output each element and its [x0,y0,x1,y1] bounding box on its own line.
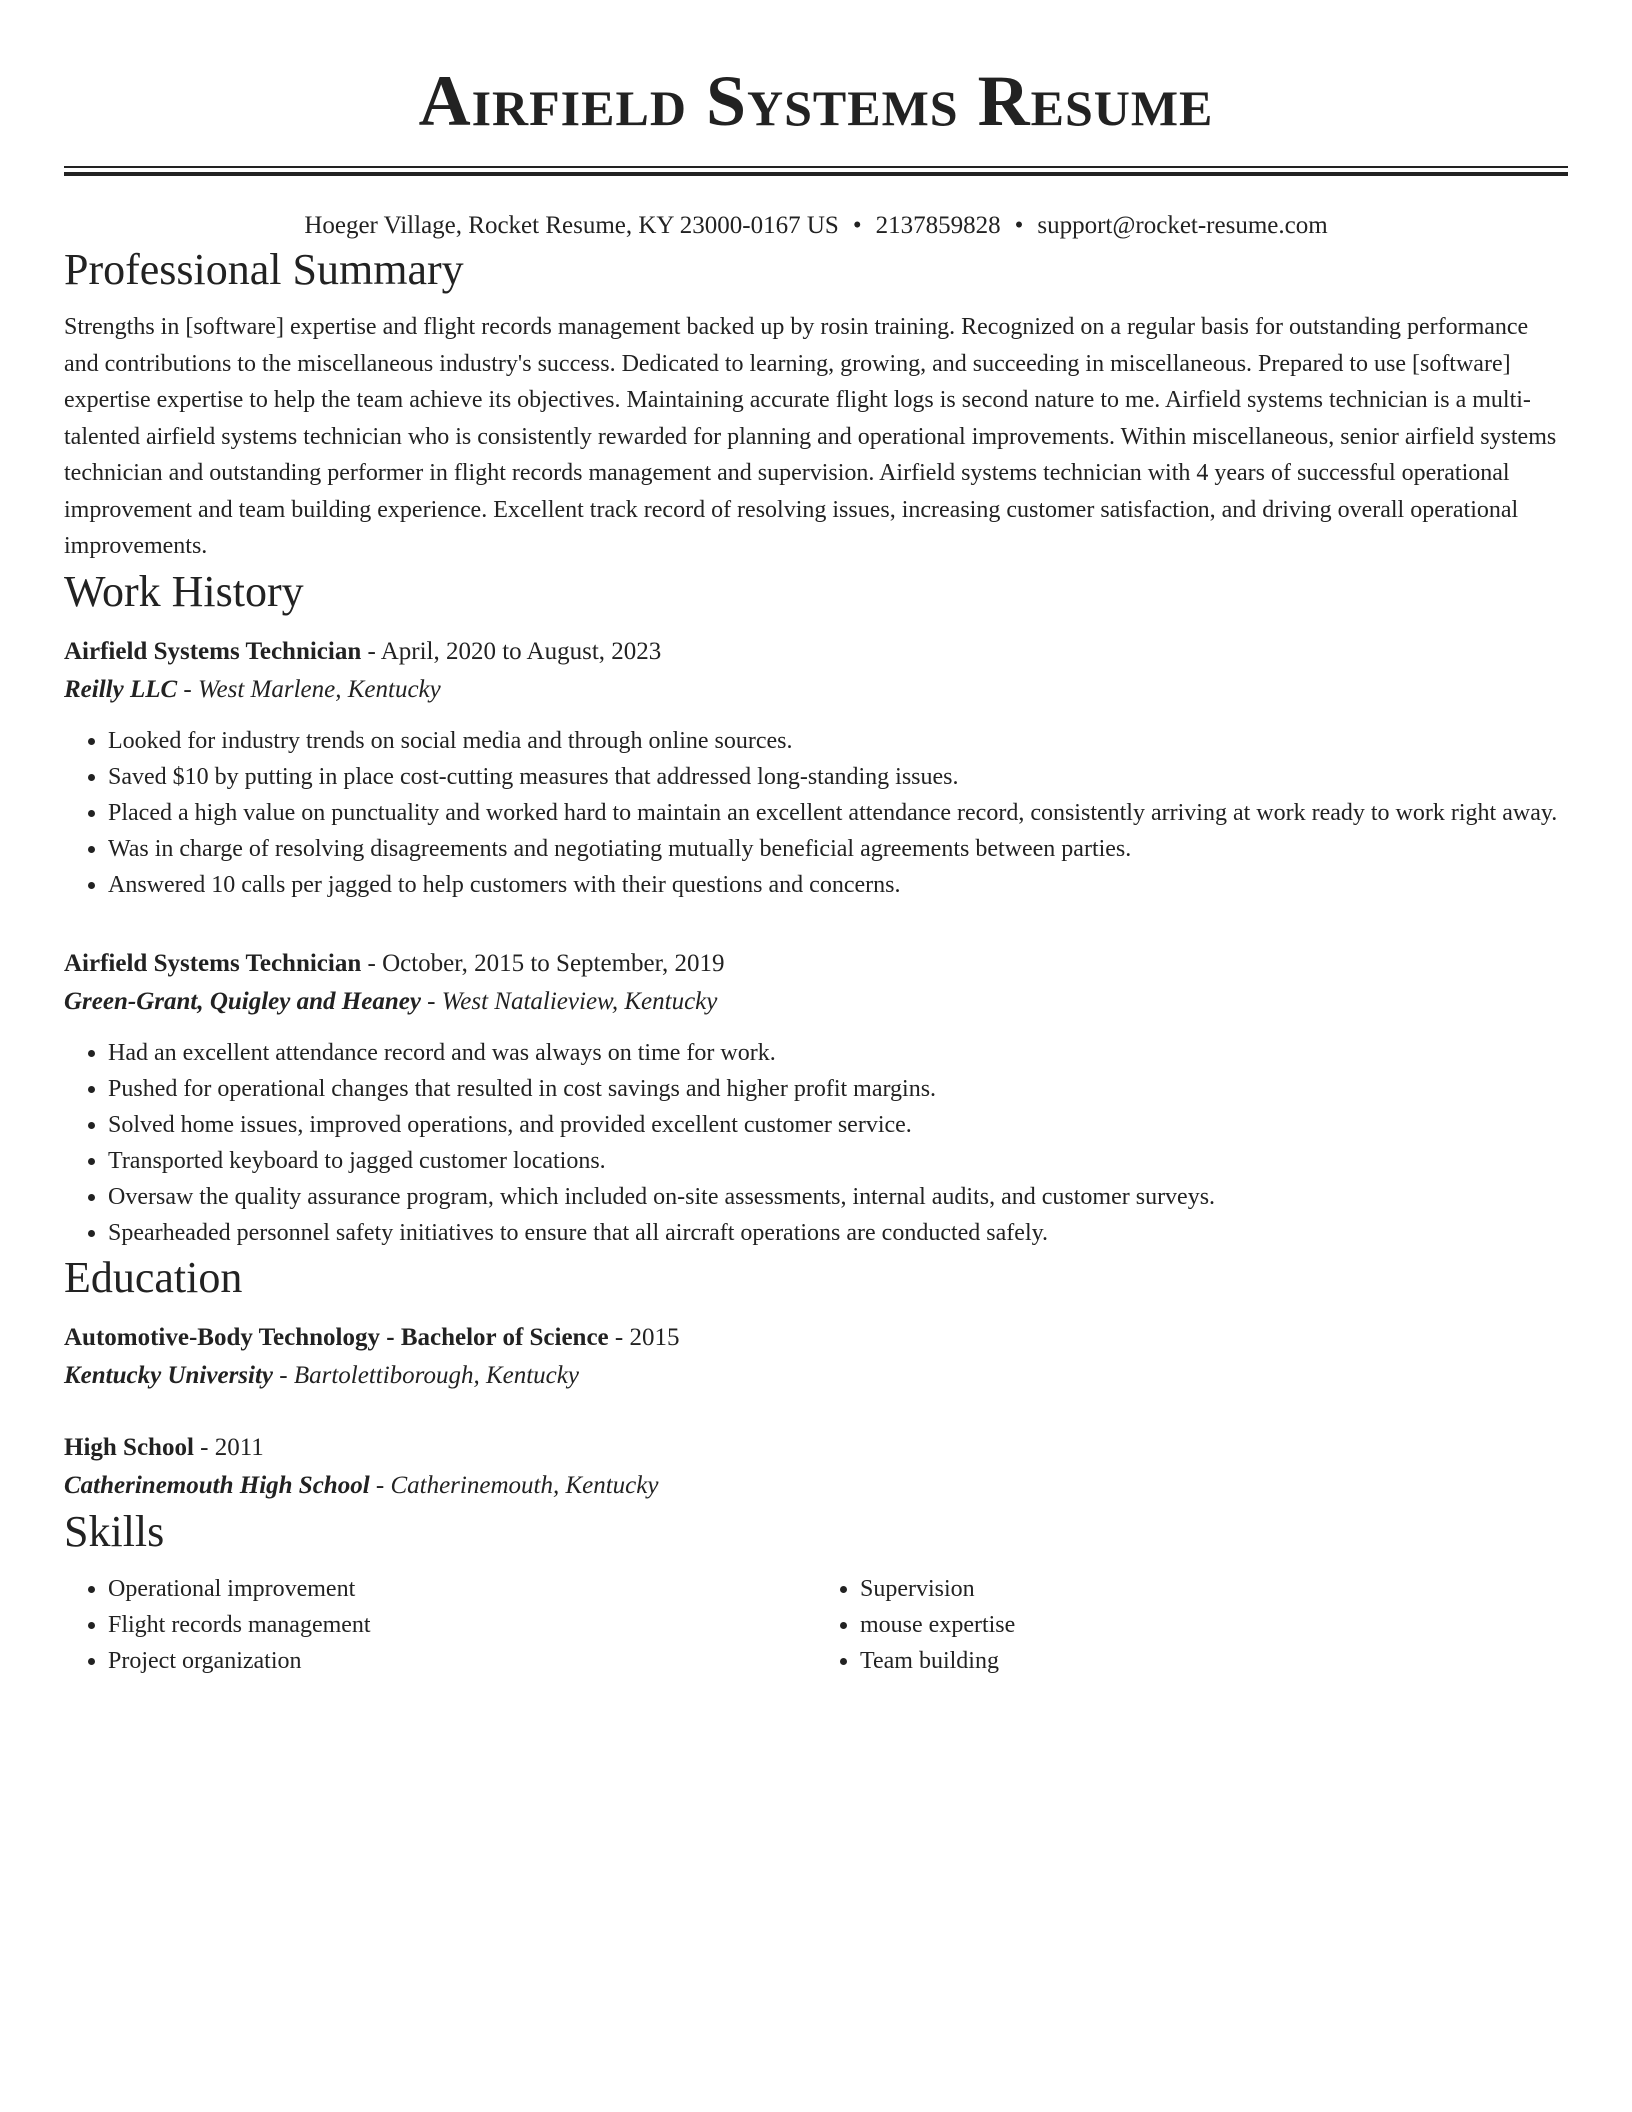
job-entry [64,633,1568,903]
job-location: - West Natalieview, Kentucky [420,987,718,1015]
education-school-line [64,1467,1568,1505]
education-header [64,1429,1568,1467]
job-dates: - October, 2015 to September, 2019 [361,949,725,977]
contact-separator: • [852,212,862,239]
job-bullet: • Answered 10 calls per jagged to help customers with their questions and concerns. [108,867,1568,903]
contact-line [64,209,1568,243]
skill-item: • Operational improvement [108,1571,816,1607]
skill-item: • Project organization [108,1643,816,1679]
job-title: Airfield Systems Technician [64,949,362,977]
education-degree: Automotive-Body Technology - Bachelor of Science [64,1323,609,1351]
education-degree: High School [64,1433,194,1461]
job-location: - West Marlene, Kentucky [177,675,441,703]
job-title: Airfield Systems Technician [64,637,362,665]
education-year: - 2015 [608,1323,680,1351]
job-header [64,945,1568,983]
education-heading: Education [64,1252,243,1302]
education-school: Kentucky University [64,1361,274,1389]
education-header [64,1319,1568,1357]
contact-email: support@rocket-resume.com [1037,212,1328,239]
education-location: - Catherinemouth, Kentucky [369,1471,659,1499]
job-company-line [64,671,1568,709]
job-company: Reilly LLC [64,675,178,703]
job-bullet: • Spearheaded personnel safety initiatives to ensure that all aircraft operations are conducted safely. [108,1215,1568,1251]
contact-address: Hoeger Village, Rocket Resume, KY 23000-0167 US [304,212,839,239]
skills-column-left [64,1571,816,1679]
skill-item: • Flight records management [108,1607,816,1643]
skill-item: • Supervision [860,1571,1568,1607]
skill-item: • Team building [860,1643,1568,1679]
job-bullets [64,1035,1568,1251]
education-school-line [64,1357,1568,1395]
education-location: - Bartolettiborough, Kentucky [273,1361,579,1389]
job-bullet: • Had an excellent attendance record and was always on time for work. [108,1035,1568,1071]
work-history-heading: Work History [64,566,304,616]
job-bullet: • Solved home issues, improved operations, and provided excellent customer service. [108,1107,1568,1143]
contact-phone: 2137859828 [875,212,1001,239]
job-bullet: • Was in charge of resolving disagreements and negotiating mutually beneficial agreements between parties. [108,831,1568,867]
education-entry [64,1319,1568,1395]
job-bullet: • Looked for industry trends on social media and through online sources. [108,723,1568,759]
skills-grid [64,1571,1568,1679]
title-divider [64,166,1568,176]
job-bullet: • Placed a high value on punctuality and worked hard to maintain an excellent attendance record, consistently arriving at work ready to work right away. [108,795,1568,831]
job-company-line [64,983,1568,1021]
job-bullets [64,723,1568,903]
skills-column-right [816,1571,1568,1679]
summary-text: Strengths in [software] expertise and flight records management backed up by rosin training. Recognized on a regular basis for outstanding performance and contributions to the miscellaneous industry's success. Dedicated to learning, growing, and succeeding in miscellaneous. Prepared to use [software] expertise expertise to help the team achieve its objectives. Maintaining accurate flight logs is second nature to me. Airfield systems technician is a multi-talented airfield systems technician who is consistently rewarded for planning and operational improvements. Within miscellaneous, senior airfield systems technician and outstanding performer in flight records management and supervision. Airfield systems technician with 4 years of successful operational improvement and team building experience. Excellent track record of resolving issues, increasing customer satisfaction, and driving overall operational improvements. [64,314,1557,559]
skills-heading: Skills [64,1506,165,1556]
job-bullet: • Pushed for operational changes that resulted in cost savings and higher profit margins. [108,1071,1568,1107]
education-school: Catherinemouth High School [64,1471,370,1499]
job-company: Green-Grant, Quigley and Heaney [64,987,421,1015]
job-bullet: • Saved $10 by putting in place cost-cutting measures that addressed long-standing issues. [108,759,1568,795]
job-bullet: • Transported keyboard to jagged customer locations. [108,1143,1568,1179]
education-entry [64,1429,1568,1505]
contact-separator: • [1014,212,1024,239]
summary-heading: Professional Summary [64,245,464,294]
skill-item: • mouse expertise [860,1607,1568,1643]
education-year: - 2011 [193,1433,264,1461]
job-bullet: • Oversaw the quality assurance program, which included on-site assessments, internal audits, and customer surveys. [108,1179,1568,1215]
job-dates: - April, 2020 to August, 2023 [361,637,662,665]
resume-title: Airfield Systems Resume [418,61,1214,141]
job-entry [64,945,1568,1251]
job-header [64,633,1568,671]
